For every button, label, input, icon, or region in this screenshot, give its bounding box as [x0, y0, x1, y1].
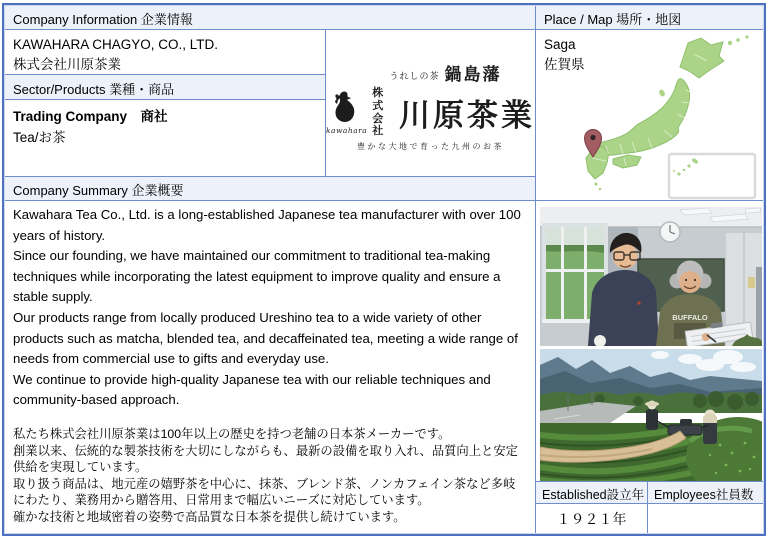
logo-brand-name: 川原茶業: [399, 98, 535, 134]
shirt-print-text: BUFFALO: [672, 313, 708, 322]
place-map-header-label: Place / Map 場所・地図: [544, 12, 682, 27]
logo-reading-text: うれしの茶: [389, 72, 440, 83]
logo-corporate-prefix-line2: 会社: [372, 111, 385, 138]
sector-products-header-label: Sector/Products 業種・商品: [13, 81, 175, 97]
tea-pourer-silhouette-icon: [332, 90, 362, 126]
logo-top-row: [389, 60, 501, 85]
established-header: [535, 481, 648, 504]
summary-japanese: 私たち株式会社川原茶業は100年以上の歴史を持つ老舗の日本茶メーカーです。 創業以来、伝統的な製茶技術を大切にしながらも、最新の設備を取り入れ、品質向上と安定供給を実現しています。 取り扱う商品は、地元産の嬉野茶を中心に、抹茶、ブレンド茶、ノンカフェイン茶など多岐にわたり、業務用から贈答用、日常用まで幅広いニーズに対応しています。 確かな技術と地域密着の姿勢で高品質な日本茶を提供し続けています。: [13, 426, 518, 524]
map-okinawa-islands: [673, 157, 699, 175]
sector-value: Trading Company 商社: [13, 109, 168, 124]
place-map-header: [535, 5, 765, 30]
map-honshu: [596, 79, 690, 156]
established-header-label: Established設立年: [542, 487, 645, 502]
logo-mark-label: kawahara: [326, 126, 368, 135]
wall-clock: [660, 222, 680, 242]
company-name-japanese: 株式会社川原茶業: [13, 56, 121, 72]
tea-field-photo: [540, 349, 762, 482]
sector-products-cell: [4, 99, 326, 177]
logo-mark: [326, 90, 367, 135]
place-name-english: Saga: [544, 37, 576, 52]
office-photo: [540, 207, 762, 346]
company-name-cell: [4, 29, 326, 75]
logo-main-row: [326, 87, 535, 138]
map-shikoku: [613, 155, 641, 168]
place-name: [544, 35, 585, 76]
employees-header: [647, 481, 765, 504]
established-value: １９２１年: [535, 503, 648, 534]
logo-corporate-prefix-line1: 株式: [372, 86, 385, 112]
place-name-japanese: 佐賀県: [544, 57, 585, 73]
map-cell: [535, 29, 765, 201]
company-name-english: KAWAHARA CHAGYO, CO., LTD.: [13, 37, 219, 52]
summary-english: Kawahara Tea Co., Ltd. is a long-established Japanese tea manufacturer with over 100 years of history. Since our founding, we have maintained our commitment to traditional tea-making techniques while incorporating the latest equipment to improve quality and ensure a stable supply. Our products range from locally produced Ureshino tea to a wide variety of other products such as matcha, blended tea, and decaffeinated tea, meeting a wide range of needs from commercial use to gifts and everyday use. We continue to provide high-quality Japanese tea with our reliable techniques and community-based approach.: [13, 207, 521, 408]
employees-header-label: Employees社員数: [654, 487, 754, 502]
sector-products-header: [4, 74, 326, 100]
company-information-header-label: Company Information 企業情報: [13, 12, 193, 27]
logo-corporate-prefix: [372, 87, 394, 138]
company-summary-header-label: Company Summary 企業概要: [13, 183, 184, 198]
logo-domain-text: 鍋島藩: [444, 65, 502, 86]
company-summary-header: [4, 176, 536, 201]
company-information-header: [4, 5, 536, 30]
company-summary-cell: [4, 200, 536, 534]
employees-value: [647, 503, 765, 534]
company-logo: [326, 30, 535, 176]
logo-tagline: 豊かな大地で育った九州のお茶: [357, 141, 504, 151]
company-logo-cell: [325, 29, 536, 177]
products-value: Tea/お茶: [13, 130, 66, 146]
photos-cell: [535, 200, 765, 482]
map-inset-frame: [669, 154, 755, 198]
